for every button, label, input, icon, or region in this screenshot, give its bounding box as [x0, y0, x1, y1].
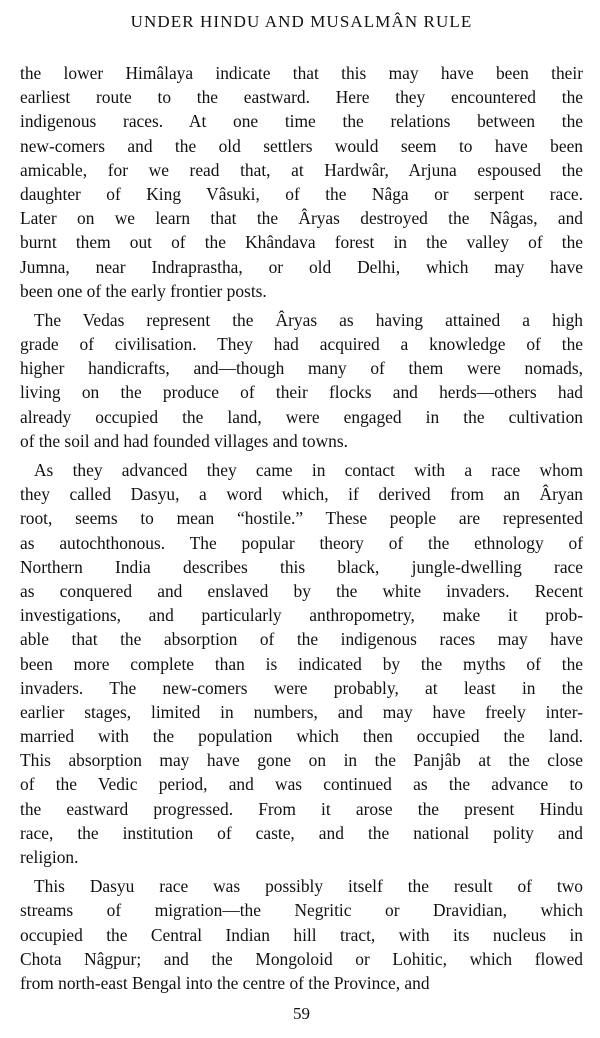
- text-line: married with the population which then occupied the land.: [20, 726, 583, 747]
- text-line: grade of civilisation. They had acquired a knowledge of the: [20, 334, 583, 355]
- text-line: This Dasyu race was possibly itself the result of two: [34, 876, 583, 897]
- text-line: earlier stages, limited in numbers, and may have freely inter-: [20, 701, 583, 722]
- text-line: the lower Himâlaya indicate that this may have been their: [20, 63, 583, 83]
- text-line: daughter of King Vâsuki, of the Nâga or serpent race.: [20, 183, 583, 204]
- text-line: Jumna, near Indraprastha, or old Delhi, which may have: [20, 256, 583, 277]
- text-line: able that the absorption of the indigenous races may have: [20, 629, 583, 650]
- text-line: race, the institution of caste, and the national polity and: [20, 822, 583, 843]
- text-line: as conquered and enslaved by the white invaders. Recent: [20, 580, 583, 601]
- text-line: of the soil and had founded villages and towns.: [20, 430, 348, 451]
- text-line: Northern India describes this black, jungle-dwelling race: [20, 556, 583, 577]
- text-line: Later on we learn that the Âryas destroyed the Nâgas, and: [20, 208, 583, 229]
- text-line: streams of migration—the Negritic or Dravidian, which: [20, 900, 583, 921]
- text-line: from north-east Bengal into the centre of the Province, and: [20, 972, 430, 993]
- text-line: earliest route to the eastward. Here they encountered the: [20, 87, 583, 108]
- page-number: 59: [293, 1004, 310, 1023]
- book-page: [20, 0, 583, 1038]
- text-line: The Vedas represent the Âryas as having attained a high: [34, 309, 583, 330]
- text-line: they called Dasyu, a word which, if derived from an Âryan: [20, 484, 583, 505]
- text-line: the eastward progressed. From it arose the present Hindu: [20, 798, 583, 819]
- text-line: as autochthonous. The popular theory of the ethnology of: [20, 532, 583, 553]
- paragraph: [20, 61, 583, 303]
- text-line: been more complete than is indicated by the myths of the: [20, 653, 583, 674]
- text-line: invaders. The new-comers were probably, at least in the: [20, 677, 583, 698]
- text-line: As they advanced they came in contact with a race whom: [34, 460, 583, 480]
- paragraph: [20, 874, 583, 995]
- running-head: UNDER HINDU AND MUSALMÂN RULE: [130, 12, 473, 31]
- text-line: higher handicrafts, and—though many of them were nomads,: [20, 358, 583, 379]
- text-line: indigenous races. At one time the relations between the: [20, 111, 583, 132]
- text-line: living on the produce of their flocks and herds—others had: [20, 382, 583, 403]
- text-line: investigations, and particularly anthropometry, make it prob-: [20, 605, 583, 626]
- text-line: burnt them out of the Khândava forest in the valley of the: [20, 232, 583, 253]
- text-line: root, seems to mean “hostile.” These people are represented: [20, 508, 583, 529]
- text-line: of the Vedic period, and was continued as the advance to: [20, 774, 583, 795]
- text-line: occupied the Central Indian hill tract, with its nucleus in: [20, 924, 583, 945]
- paragraph: [20, 308, 583, 453]
- paragraph: [20, 458, 583, 869]
- text-line: already occupied the land, were engaged in the cultivation: [20, 406, 583, 427]
- text-line: religion.: [20, 847, 79, 867]
- text-line: amicable, for we read that, at Hardwâr, Arjuna espoused the: [20, 159, 583, 180]
- text-line: Chota Nâgpur; and the Mongoloid or Lohitic, which flowed: [20, 948, 583, 969]
- body-text: [20, 61, 583, 1000]
- text-line: been one of the early frontier posts.: [20, 280, 267, 301]
- text-line: new-comers and the old settlers would seem to have been: [20, 135, 583, 156]
- text-line: This absorption may have gone on in the Panjâb at the close: [20, 750, 583, 771]
